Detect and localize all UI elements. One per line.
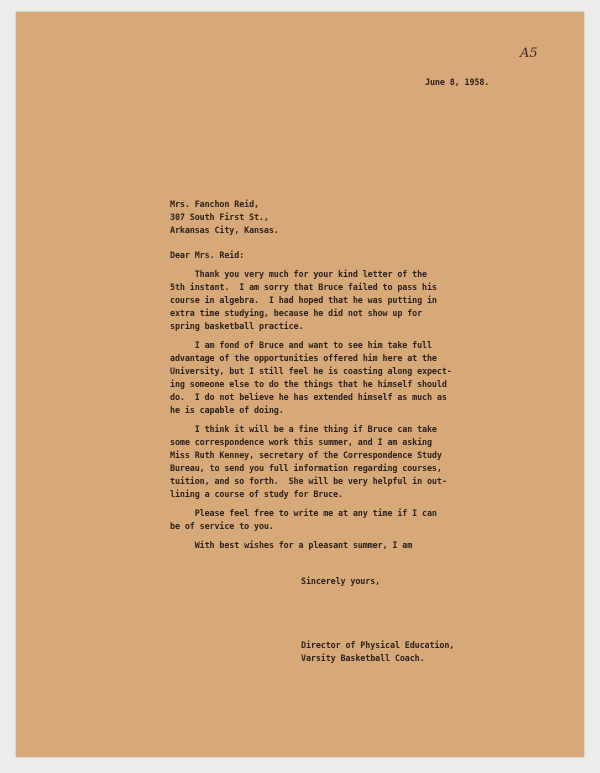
body-line: spring basketball practice. bbox=[170, 321, 304, 331]
body-line: I am fond of Bruce and want to see him take full bbox=[170, 340, 432, 350]
closing: Sincerely yours, bbox=[301, 576, 381, 586]
body-line: do. I do not believe he has extended himself as much as bbox=[170, 392, 447, 402]
recipient-name: Mrs. Fanchon Reid, bbox=[170, 199, 259, 209]
body-line: lining a course of study for Bruce. bbox=[170, 489, 343, 499]
body-line: Bureau, to send you full information regarding courses, bbox=[170, 463, 442, 473]
signature-title: Director of Physical Education, bbox=[301, 640, 455, 650]
salutation: Dear Mrs. Reid: bbox=[170, 250, 245, 260]
body-line: With best wishes for a pleasant summer, I am bbox=[170, 540, 413, 550]
body-line: some correspondence work this summer, and I am asking bbox=[170, 437, 432, 447]
body-line: course in algebra. I had hoped that he was putting in bbox=[170, 295, 437, 305]
signature-title: Varsity Basketball Coach. bbox=[301, 653, 425, 663]
body-line: advantage of the opportunities offered him here at the bbox=[170, 353, 437, 363]
body-line: he is capable of doing. bbox=[170, 405, 284, 415]
body-line: be of service to you. bbox=[170, 521, 274, 531]
body-line: I think it will be a fine thing if Bruce can take bbox=[170, 424, 437, 434]
body-line: Miss Ruth Kenney, secretary of the Correspondence Study bbox=[170, 450, 442, 460]
handwritten-annotation: A5 bbox=[520, 46, 538, 61]
body-line: Thank you very much for your kind letter of the bbox=[170, 269, 427, 279]
recipient-street: 307 South First St., bbox=[170, 212, 269, 222]
body-line: tuition, and so forth. She will be very helpful in out- bbox=[170, 476, 447, 486]
body-line: extra time studying, because he did not show up for bbox=[170, 308, 423, 318]
recipient-city: Arkansas City, Kansas. bbox=[170, 225, 279, 235]
body-line: Please feel free to write me at any time if I can bbox=[170, 508, 437, 518]
letter-date: June 8, 1958. bbox=[425, 77, 490, 87]
body-line: 5th instant. I am sorry that Bruce failed to pass his bbox=[170, 282, 437, 292]
body-line: ing someone else to do the things that he himself should bbox=[170, 379, 447, 389]
body-line: University, but I still feel he is coasting along expect- bbox=[170, 366, 452, 376]
